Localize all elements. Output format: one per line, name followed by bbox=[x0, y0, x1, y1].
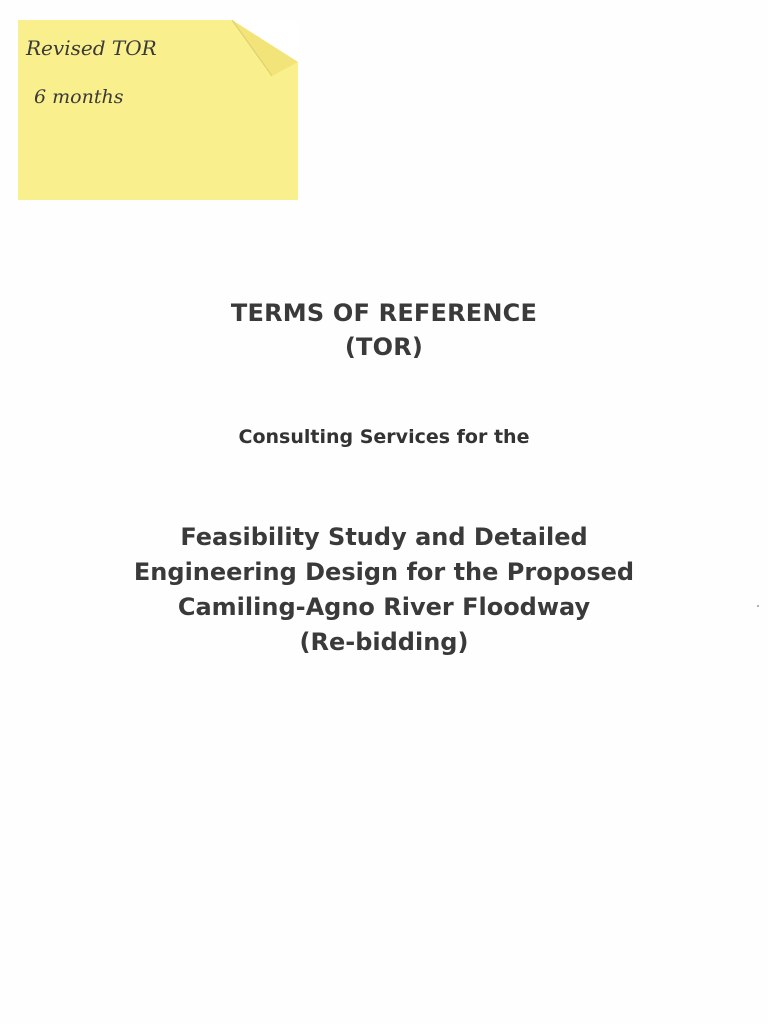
document-subtitle bbox=[0, 424, 768, 450]
title-line-2: (TOR) bbox=[344, 333, 424, 361]
scan-speck bbox=[757, 605, 759, 607]
subtitle-line: Consulting Services for the bbox=[238, 426, 530, 448]
project-line-2: Engineering Design for the Proposed bbox=[133, 558, 635, 586]
project-title bbox=[0, 520, 768, 660]
sticky-note-line-1: Revised TOR bbox=[26, 36, 157, 60]
project-line-1: Feasibility Study and Detailed bbox=[180, 523, 588, 551]
project-line-4: (Re-bidding) bbox=[299, 628, 469, 656]
title-line-1: TERMS OF REFERENCE bbox=[230, 299, 538, 327]
sticky-note-line-2: 6 months bbox=[34, 86, 124, 108]
project-line-3: Camiling-Agno River Floodway bbox=[177, 593, 591, 621]
document-title bbox=[0, 296, 768, 364]
